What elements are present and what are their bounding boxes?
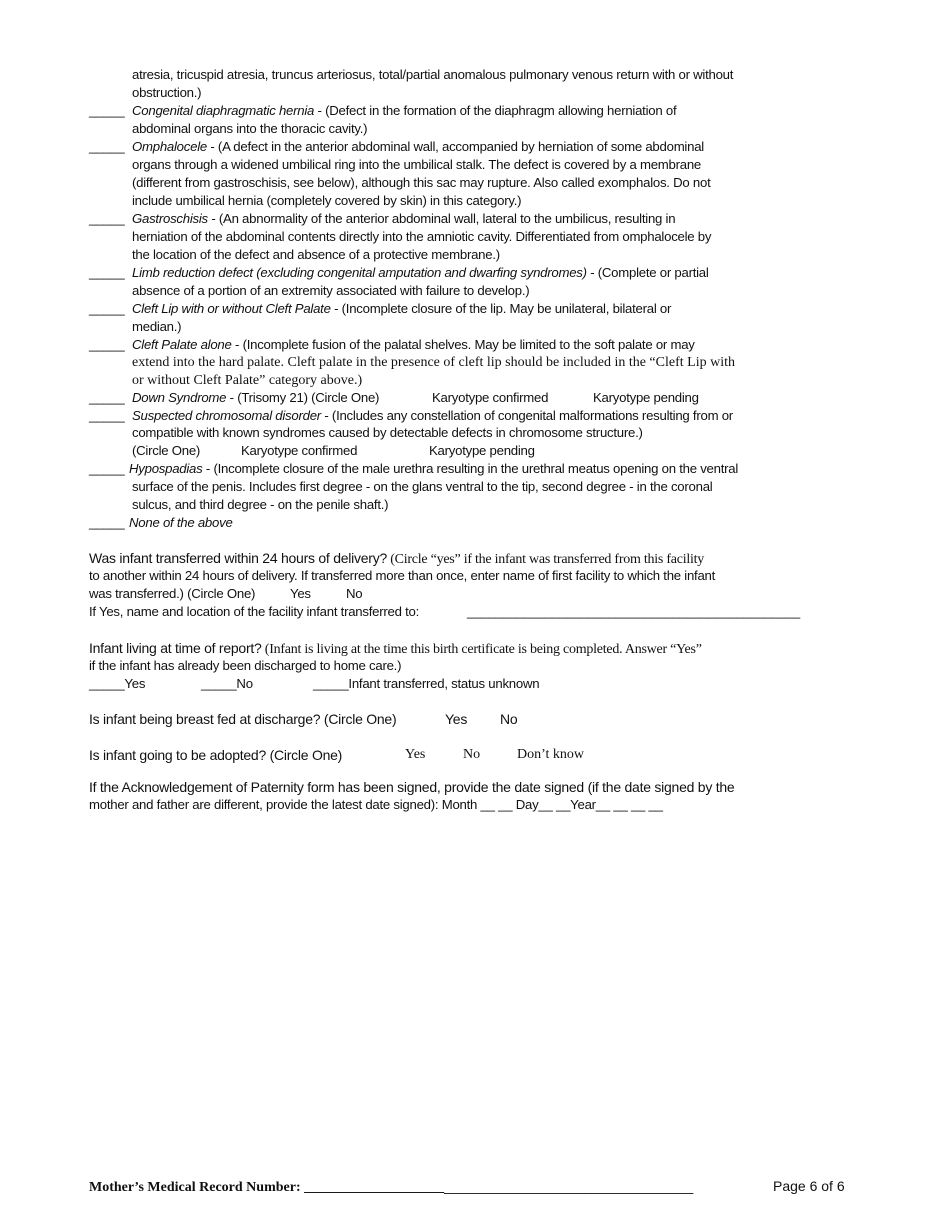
item-chromosomal-desc-line: compatible with known syndromes caused by detectable defects in chromosome structure.) xyxy=(132,425,643,440)
checkbox-blank-omphalocele[interactable]: _____ xyxy=(89,139,125,154)
item-gastroschisis xyxy=(132,210,675,228)
question-infant-living-label: Infant living at time of report? xyxy=(89,640,262,656)
item-cleft-palate-desc-line: extend into the hard palate. Cleft palate in the presence of cleft lip should be included in the “Cleft Lip with xyxy=(132,355,735,370)
facility-transferred-field[interactable]: _______________________________________________ xyxy=(467,604,800,619)
question-adopted: Is infant going to be adopted? (Circle One) xyxy=(89,747,343,763)
item-none-of-the-above: None of the above xyxy=(129,515,233,530)
paternity-date-field[interactable]: mother and father are different, provide the latest date signed): Month __ __ Day__ __Year__ __ __ __ xyxy=(89,797,663,812)
mrn-label: Mother’s Medical Record Number: ____________________ xyxy=(89,1180,445,1195)
item-limb-reduction-title: Limb reduction defect (excluding congenital amputation and dwarfing syndromes) xyxy=(132,265,587,280)
question-infant-living xyxy=(89,639,702,659)
item-omphalocele xyxy=(132,138,704,156)
item-cdh-desc: - (Defect in the formation of the diaphragm allowing herniation of xyxy=(314,103,677,118)
item-down-syndrome-title: Down Syndrome xyxy=(132,390,227,405)
option-living-no[interactable]: _____No xyxy=(201,676,253,691)
option-karyotype-confirmed[interactable]: Karyotype confirmed xyxy=(432,390,549,405)
paternity-instruction-line: If the Acknowledgement of Paternity form has been signed, provide the date signed (if the date signed by the xyxy=(89,779,735,795)
item-continuation-line: obstruction.) xyxy=(132,85,202,100)
item-down-syndrome xyxy=(132,389,379,407)
option-karyotype-pending[interactable]: Karyotype pending xyxy=(429,443,535,458)
checkbox-blank-cdh[interactable]: _____ xyxy=(89,103,125,118)
item-omphalocele-desc: - (A defect in the anterior abdominal wall, accompanied by herniation of some abdominal xyxy=(206,139,704,154)
item-omphalocele-title: Omphalocele xyxy=(132,139,207,154)
item-cleft-lip-title: Cleft Lip with or without Cleft Palate xyxy=(132,301,331,316)
item-cleft-palate-desc-line: or without Cleft Palate” category above.) xyxy=(132,373,363,388)
item-hypospadias-desc: - (Incomplete closure of the male urethra resulting in the urethral meatus opening on the ventral xyxy=(202,461,739,476)
question-transferred-note: (Circle “yes” if the infant was transferred from this facility xyxy=(387,552,705,567)
item-cleft-palate-desc: - (Incomplete fusion of the palatal shelves. May be limited to the soft palate or may xyxy=(231,337,695,352)
option-adopted-dont-know[interactable]: Don’t know xyxy=(517,747,585,762)
checkbox-blank-gastroschisis[interactable]: _____ xyxy=(89,211,125,226)
option-adopted-yes[interactable]: Yes xyxy=(405,747,426,762)
item-chromosomal-circle-label: (Circle One) xyxy=(132,443,201,458)
item-limb-reduction xyxy=(132,264,709,282)
option-karyotype-pending[interactable]: Karyotype pending xyxy=(593,390,699,405)
checkbox-blank-down-syndrome[interactable]: _____ xyxy=(89,390,125,405)
option-transferred-no[interactable]: No xyxy=(346,586,363,601)
item-gastroschisis-desc: - (An abnormality of the anterior abdominal wall, lateral to the umbilicus, resulting in xyxy=(207,211,676,226)
question-transferred-circle: was transferred.) (Circle One) xyxy=(89,586,256,601)
item-limb-reduction-desc-line: absence of a portion of an extremity associated with failure to develop.) xyxy=(132,283,530,298)
item-cleft-lip-desc: - (Incomplete closure of the lip. May be unilateral, bilateral or xyxy=(330,301,672,316)
item-chromosomal xyxy=(132,407,733,425)
question-breast-fed: Is infant being breast fed at discharge? (Circle One) xyxy=(89,711,397,727)
question-transferred-note-line: to another within 24 hours of delivery. If transferred more than once, enter name of first facility to which the infant xyxy=(89,568,716,583)
checkbox-blank-limb-reduction[interactable]: _____ xyxy=(89,265,125,280)
question-infant-living-note-line: if the infant has already been discharged to home care.) xyxy=(89,658,402,673)
item-cleft-palate xyxy=(132,336,695,354)
item-omphalocele-desc-line: (different from gastroschisis, see below), although this sac may rupture. Also called exomphalos. Do not xyxy=(132,175,711,190)
question-transferred xyxy=(89,549,704,569)
item-chromosomal-title: Suspected chromosomal disorder xyxy=(132,408,321,423)
item-hypospadias-desc-line: surface of the penis. Includes first degree - on the glans ventral to the tip, second degree - in the coronal xyxy=(132,479,713,494)
item-gastroschisis-desc-line: herniation of the abdominal contents directly into the amniotic cavity. Differentiated from omphalocele by xyxy=(132,229,712,244)
option-breast-fed-no[interactable]: No xyxy=(500,711,518,727)
question-infant-living-note: (Infant is living at the time this birth certificate is being completed. Answer “Yes” xyxy=(261,642,702,657)
item-cdh-title: Congenital diaphragmatic hernia xyxy=(132,103,315,118)
facility-transferred-label: If Yes, name and location of the facility infant transferred to: xyxy=(89,604,420,619)
checkbox-blank-none[interactable]: _____ xyxy=(89,515,125,530)
item-omphalocele-desc-line: include umbilical hernia (completely covered by skin) in this category.) xyxy=(132,193,522,208)
item-hypospadias-title: Hypospadias xyxy=(129,461,203,476)
item-hypospadias xyxy=(129,460,738,478)
item-cleft-lip-desc-line: median.) xyxy=(132,319,182,334)
item-gastroschisis-title: Gastroschisis xyxy=(132,211,208,226)
mrn-field[interactable]: ________________________________ xyxy=(444,1178,694,1194)
item-continuation-line: atresia, tricuspid atresia, truncus arteriosus, total/partial anomalous pulmonary venous return with or without xyxy=(132,67,734,82)
item-omphalocele-desc-line: organs through a widened umbilical ring into the umbilical stalk. The defect is covered by a membrane xyxy=(132,157,701,172)
checkbox-blank-hypospadias[interactable]: _____ xyxy=(89,461,125,476)
option-breast-fed-yes[interactable]: Yes xyxy=(445,711,468,727)
item-cleft-palate-title: Cleft Palate alone xyxy=(132,337,232,352)
option-karyotype-confirmed[interactable]: Karyotype confirmed xyxy=(241,443,358,458)
paternity-instruction xyxy=(89,778,734,797)
item-cdh xyxy=(132,102,676,120)
item-cdh-desc-line: abdominal organs into the thoracic cavity.) xyxy=(132,121,368,136)
checkbox-blank-chromosomal[interactable]: _____ xyxy=(89,408,125,423)
question-transferred-label: Was infant transferred within 24 hours of delivery? xyxy=(89,550,387,566)
item-limb-reduction-desc: - (Complete or partial xyxy=(586,265,709,280)
checkbox-blank-cleft-lip[interactable]: _____ xyxy=(89,301,125,316)
item-chromosomal-desc: - (Includes any constellation of congenital malformations resulting from or xyxy=(320,408,733,423)
item-cleft-lip xyxy=(132,300,671,318)
option-living-yes[interactable]: _____Yes xyxy=(89,676,146,691)
checkbox-blank-cleft-palate[interactable]: _____ xyxy=(89,337,125,352)
item-gastroschisis-desc-line: the location of the defect and absence of a protective membrane.) xyxy=(132,247,500,262)
option-adopted-no[interactable]: No xyxy=(463,747,481,762)
option-transferred-yes[interactable]: Yes xyxy=(290,586,311,601)
item-hypospadias-desc-line: sulcus, and third degree - on the penile shaft.) xyxy=(132,497,389,512)
item-down-syndrome-desc: - (Trisomy 21) (Circle One) xyxy=(226,390,380,405)
mothers-medical-record-number xyxy=(89,1178,693,1196)
option-living-transferred-unknown[interactable]: _____Infant transferred, status unknown xyxy=(313,676,540,691)
page-number: Page 6 of 6 xyxy=(773,1178,845,1194)
